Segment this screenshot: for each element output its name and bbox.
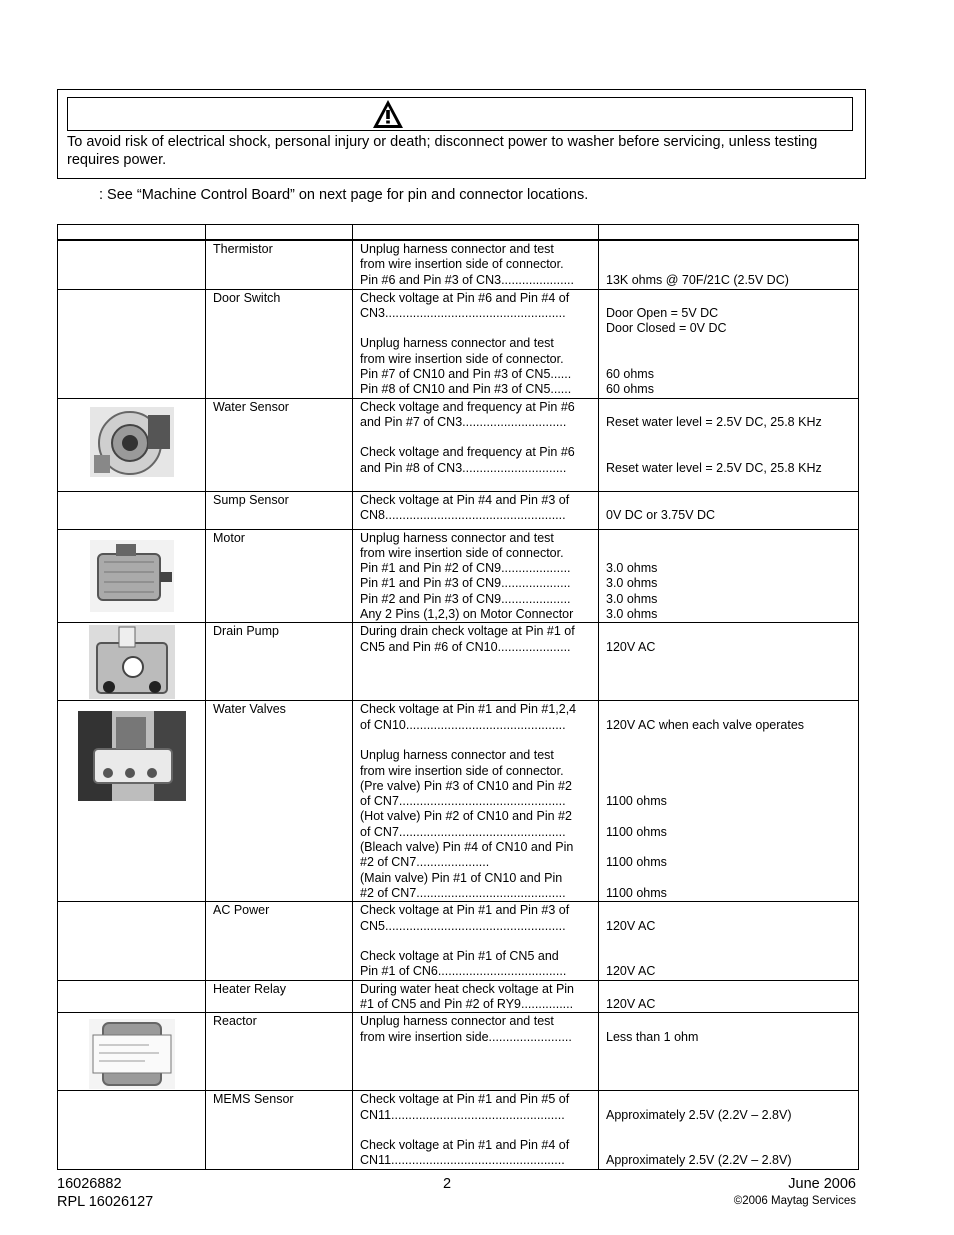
test-line: #1 of CN5 and Pin #2 of RY9............... [360, 997, 574, 1011]
table-row [58, 902, 859, 980]
reactor-photo [89, 1019, 175, 1089]
result-line [606, 903, 851, 918]
component-name: Sump Sensor [213, 492, 289, 507]
result-line [606, 1123, 851, 1138]
component-name: AC Power [213, 903, 270, 918]
result-line [606, 546, 851, 561]
test-line: Unplug harness connector and test [360, 336, 554, 351]
test-line: Unplug harness connector and test [360, 530, 554, 545]
result-line: 1100 ohms [606, 885, 667, 900]
test-line: Check voltage at Pin #4 and Pin #3 of [360, 492, 570, 507]
result-line: Approximately 2.5V (2.2V – 2.8V) [606, 1153, 792, 1168]
note-text: : See “Machine Control Board” on next page for pin and connector locations. [99, 187, 589, 203]
result-cell [599, 398, 859, 491]
result-line: 120V AC [606, 639, 656, 654]
component-name: Heater Relay [213, 981, 286, 996]
result-line: 3.0 ohms [606, 561, 658, 576]
test-line: #2 of CN7..................... [360, 855, 490, 870]
warning-box [57, 89, 866, 179]
test-line: Any 2 Pins (1,2,3) on Motor Connector [360, 607, 574, 622]
result-line [606, 840, 851, 855]
image-cell [58, 398, 206, 491]
component-cell [206, 980, 353, 1013]
copyright: ©2006 Maytag Services [733, 1195, 856, 1207]
test-procedure-cell [353, 529, 599, 623]
result-line: 0V DC or 3.75V DC [606, 507, 716, 522]
footer-left [57, 1175, 153, 1211]
test-procedure-cell [353, 701, 599, 902]
test-line: Check voltage and frequency at Pin #6 [360, 445, 575, 460]
component-cell [206, 1091, 353, 1169]
result-line [606, 445, 851, 460]
table-row [58, 1013, 859, 1091]
image-cell [58, 289, 206, 398]
test-line: During water heat check voltage at Pin [360, 981, 575, 996]
component-cell [206, 240, 353, 289]
result-line [606, 242, 851, 257]
table-body [58, 240, 859, 1169]
table-row [58, 398, 859, 491]
table-header-row [58, 225, 859, 241]
test-line: CN5.................................................... [360, 918, 566, 933]
header-cell-image [58, 225, 206, 241]
result-line [606, 352, 851, 367]
test-procedure-cell [353, 980, 599, 1013]
test-line: (Bleach valve) Pin #4 of CN10 and Pin [360, 840, 574, 855]
result-cell [599, 529, 859, 623]
test-procedure-cell [353, 623, 599, 701]
motor-photo [90, 540, 174, 612]
test-line: of CN10.............................................. [360, 717, 566, 732]
page-number: 2 [443, 1176, 452, 1192]
test-line: Check voltage at Pin #1 and Pin #3 of [360, 903, 570, 918]
result-line: 3.0 ohms [606, 576, 658, 591]
result-line: 1100 ohms [606, 824, 667, 839]
replaces-number: RPL 16026127 [57, 1194, 154, 1210]
image-cell [58, 980, 206, 1013]
component-name: Motor [213, 530, 245, 545]
test-line: #2 of CN7........................................... [360, 885, 566, 900]
test-line: CN11.................................................. [360, 1107, 565, 1122]
result-line [606, 1138, 851, 1153]
component-name: MEMS Sensor [213, 1092, 294, 1107]
image-cell [58, 1013, 206, 1091]
footer-right [734, 1175, 856, 1209]
component-name: Door Switch [213, 290, 281, 305]
result-cell [599, 701, 859, 902]
test-line: from wire insertion side........................ [360, 1029, 572, 1044]
result-cell [599, 1013, 859, 1091]
image-cell [58, 1091, 206, 1169]
test-line [360, 1123, 591, 1138]
test-line: (Hot valve) Pin #2 of CN10 and Pin #2 [360, 809, 572, 824]
test-line: Unplug harness connector and test [360, 748, 554, 763]
header-cell-result [599, 225, 859, 241]
test-line: from wire insertion side of connector. [360, 351, 564, 366]
test-line [360, 430, 591, 445]
test-line: from wire insertion side of connector. [360, 257, 564, 272]
result-line: 1100 ohms [606, 794, 667, 809]
test-line: Check voltage at Pin #1 and Pin #1,2,4 [360, 702, 577, 717]
diagnostic-table [57, 224, 859, 1170]
test-line: Pin #1 of CN6..................................... [360, 964, 567, 979]
result-line: 3.0 ohms [606, 591, 658, 606]
test-line: from wire insertion side of connector. [360, 545, 564, 560]
test-line [360, 934, 591, 949]
water-sensor-photo [90, 407, 174, 477]
result-line: Reset water level = 2.5V DC, 25.8 KHz [606, 460, 822, 475]
test-procedure-cell [353, 1013, 599, 1091]
water-valves-photo [78, 711, 186, 801]
test-line: of CN7................................................ [360, 794, 566, 809]
component-name: Drain Pump [213, 624, 279, 639]
test-line: Pin #2 and Pin #3 of CN9.................... [360, 591, 571, 606]
result-line [606, 982, 851, 997]
test-line: Pin #7 of CN10 and Pin #3 of CN5...... [360, 366, 572, 381]
test-line: Check voltage at Pin #1 of CN5 and [360, 949, 559, 964]
test-line: from wire insertion side of connector. [360, 763, 564, 778]
component-cell [206, 398, 353, 491]
part-number: 16026882 [57, 1176, 122, 1192]
result-line [606, 809, 851, 824]
test-line [360, 733, 591, 748]
test-line [360, 321, 591, 336]
image-cell [58, 491, 206, 529]
result-line: 60 ohms [606, 366, 654, 381]
table-row [58, 491, 859, 529]
result-cell [599, 980, 859, 1013]
image-cell [58, 529, 206, 623]
result-line [606, 1014, 851, 1029]
result-line: Approximately 2.5V (2.2V – 2.8V) [606, 1107, 792, 1122]
image-cell [58, 902, 206, 980]
component-cell [206, 289, 353, 398]
result-line: Less than 1 ohm [606, 1029, 699, 1044]
result-line: 60 ohms [606, 382, 654, 397]
result-line: 1100 ohms [606, 855, 667, 870]
component-name: Reactor [213, 1014, 257, 1029]
result-line [606, 400, 851, 415]
component-cell [206, 529, 353, 623]
table-row [58, 289, 859, 398]
test-line: Check voltage and frequency at Pin #6 [360, 399, 575, 414]
result-line [606, 531, 851, 546]
test-procedure-cell [353, 902, 599, 980]
result-line [606, 624, 851, 639]
result-line [606, 336, 851, 351]
table-row [58, 701, 859, 902]
test-line: Check voltage at Pin #6 and Pin #4 of [360, 290, 570, 305]
component-cell [206, 902, 353, 980]
result-line [606, 764, 851, 779]
table-row [58, 980, 859, 1013]
result-line [606, 733, 851, 748]
test-line: of CN7................................................ [360, 824, 566, 839]
result-line [606, 702, 851, 717]
test-line: Pin #8 of CN10 and Pin #3 of CN5...... [360, 382, 572, 397]
test-line: Check voltage at Pin #1 and Pin #4 of [360, 1138, 570, 1153]
result-line [606, 949, 851, 964]
result-line [606, 779, 851, 794]
result-line: Door Closed = 0V DC [606, 321, 727, 336]
table-row [58, 240, 859, 289]
component-cell [206, 491, 353, 529]
image-cell [58, 240, 206, 289]
test-line: Unplug harness connector and test [360, 242, 554, 256]
result-line [606, 1092, 851, 1107]
component-name: Water Valves [213, 702, 286, 717]
test-line: Pin #1 and Pin #2 of CN9.................... [360, 561, 571, 576]
result-line: 120V AC [606, 997, 656, 1011]
test-procedure-cell [353, 491, 599, 529]
result-line [606, 871, 851, 886]
test-line: Pin #1 and Pin #3 of CN9.................... [360, 576, 571, 591]
test-procedure-cell [353, 240, 599, 289]
test-line: CN3.................................................... [360, 305, 566, 320]
test-procedure-cell [353, 1091, 599, 1169]
warning-title-bar [67, 97, 853, 131]
test-line: During drain check voltage at Pin #1 of [360, 624, 575, 639]
component-name: Water Sensor [213, 399, 289, 414]
test-procedure-cell [353, 398, 599, 491]
header-cell-test [353, 225, 599, 241]
component-cell [206, 623, 353, 701]
result-line [606, 291, 851, 306]
test-line: Pin #6 and Pin #3 of CN3..................... [360, 272, 574, 287]
result-line [606, 493, 851, 508]
test-line: (Pre valve) Pin #3 of CN10 and Pin #2 [360, 778, 572, 793]
component-cell [206, 701, 353, 902]
component-cell [206, 1013, 353, 1091]
image-cell [58, 701, 206, 902]
result-cell [599, 1091, 859, 1169]
warning-triangle-icon [372, 99, 404, 129]
result-line: 120V AC [606, 918, 656, 933]
table-row [58, 529, 859, 623]
test-line: Unplug harness connector and test [360, 1014, 554, 1029]
result-line: Door Open = 5V DC [606, 305, 719, 320]
result-line: 3.0 ohms [606, 607, 658, 622]
result-line [606, 748, 851, 763]
result-cell [599, 491, 859, 529]
result-cell [599, 623, 859, 701]
test-line: (Main valve) Pin #1 of CN10 and Pin [360, 870, 563, 885]
header-cell-component [206, 225, 353, 241]
result-line: 13K ohms @ 70F/21C (2.5V DC) [606, 272, 789, 287]
result-line: Reset water level = 2.5V DC, 25.8 KHz [606, 414, 822, 429]
image-cell [58, 623, 206, 701]
result-cell [599, 902, 859, 980]
test-line: Check voltage at Pin #1 and Pin #5 of [360, 1092, 570, 1107]
result-line: 120V AC when each valve operates [606, 717, 805, 732]
test-line: and Pin #8 of CN3.............................. [360, 460, 567, 475]
warning-text: To avoid risk of electrical shock, personal injury or death; disconnect power to washer before servicing, unless testing requires power. [67, 134, 818, 168]
component-name: Thermistor [213, 242, 273, 256]
test-line: and Pin #7 of CN3.............................. [360, 414, 567, 429]
table-row [58, 1091, 859, 1169]
test-line: CN8.................................................... [360, 507, 566, 522]
table-row [58, 623, 859, 701]
result-cell [599, 289, 859, 398]
result-line: 120V AC [606, 964, 656, 979]
drain-pump-photo [89, 625, 175, 699]
test-procedure-cell [353, 289, 599, 398]
result-line [606, 430, 851, 445]
result-line [606, 934, 851, 949]
test-line: CN5 and Pin #6 of CN10..................... [360, 639, 571, 654]
result-cell [599, 240, 859, 289]
test-line: CN11.................................................. [360, 1153, 565, 1168]
result-line [606, 257, 851, 272]
publication-date: June 2006 [788, 1176, 856, 1192]
